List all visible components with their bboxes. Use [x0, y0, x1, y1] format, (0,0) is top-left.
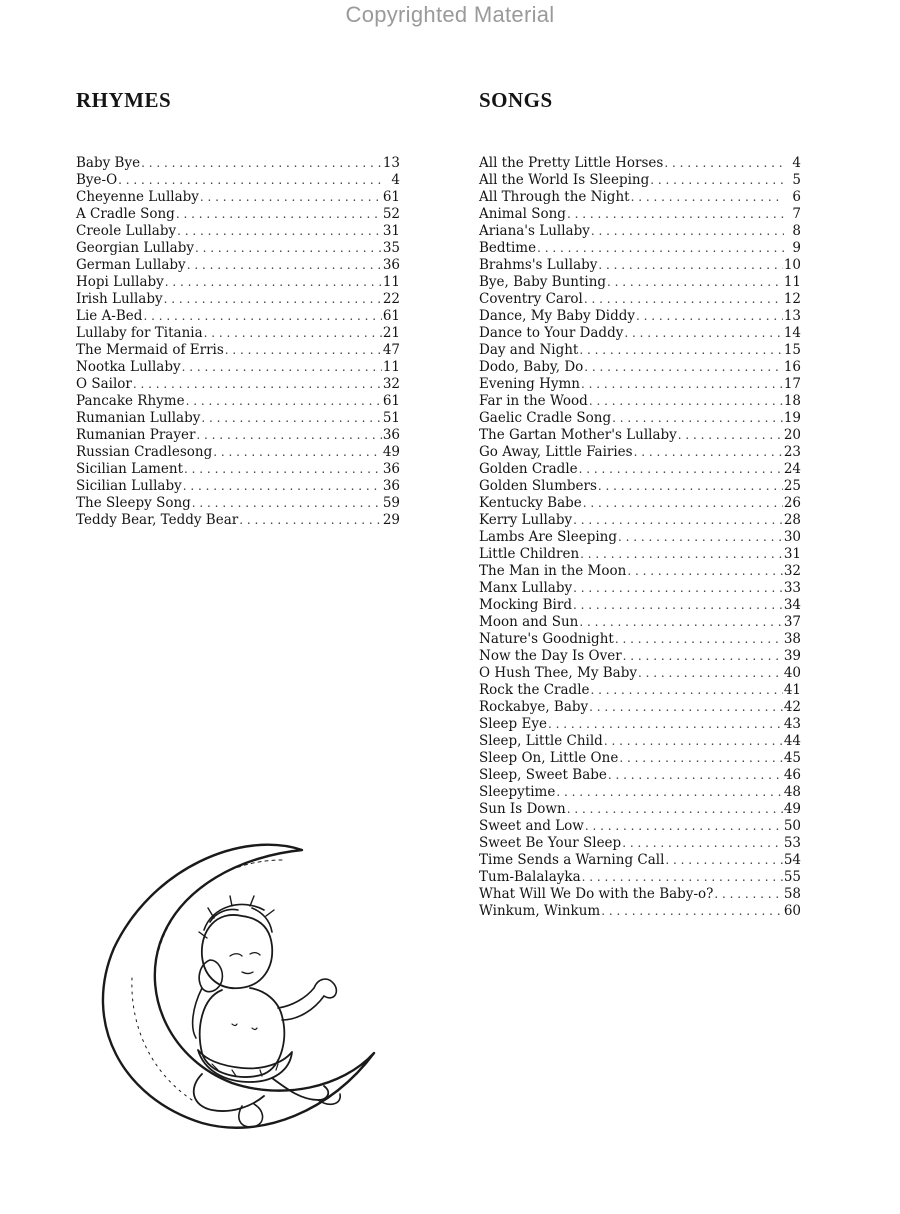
entry-page-number: 60	[783, 903, 801, 919]
toc-entry	[479, 750, 801, 767]
entry-page-number: 48	[783, 784, 801, 800]
entry-title: Gaelic Cradle Song	[479, 410, 612, 426]
dot-leader	[573, 597, 783, 614]
entry-title: Lie A-Bed	[76, 308, 143, 324]
dot-leader	[582, 869, 783, 886]
entry-page-number: 17	[783, 376, 801, 392]
toc-entry	[479, 427, 801, 444]
entry-page-number: 44	[783, 733, 801, 749]
entry-title: Golden Cradle	[479, 461, 578, 477]
entry-title: Kentucky Babe	[479, 495, 582, 511]
dot-leader	[619, 750, 783, 767]
entry-title: Coventry Carol	[479, 291, 583, 307]
entry-page-number: 36	[382, 427, 400, 443]
dot-leader	[584, 359, 783, 376]
entry-title: Sleepytime	[479, 784, 556, 800]
entry-title: Sicilian Lullaby	[76, 478, 182, 494]
dot-leader	[133, 376, 382, 393]
dot-leader	[183, 478, 382, 495]
entry-title: Mocking Bird	[479, 597, 572, 613]
baby-head	[202, 915, 272, 988]
entry-page-number: 59	[382, 495, 400, 511]
dot-leader	[537, 240, 784, 257]
entry-title: Dance to Your Daddy	[479, 325, 624, 341]
dot-leader	[591, 682, 783, 699]
entry-page-number: 33	[783, 580, 801, 596]
toc-entry	[76, 444, 400, 461]
entry-title: Georgian Lullaby	[76, 240, 194, 256]
toc-entry	[76, 223, 400, 240]
toc-entry	[479, 546, 801, 563]
toc-entry	[76, 410, 400, 427]
entry-page-number: 11	[382, 359, 400, 375]
entry-page-number: 4	[792, 155, 801, 171]
dot-leader	[567, 206, 784, 223]
toc-entry	[479, 852, 801, 869]
dot-leader	[664, 155, 784, 172]
entry-page-number: 52	[382, 206, 400, 222]
entry-title: Manx Lullaby	[479, 580, 573, 596]
crescent-moon-outline	[103, 845, 374, 1128]
entry-page-number: 14	[783, 325, 801, 341]
entry-title: Irish Lullaby	[76, 291, 163, 307]
entry-title: Hopi Lullaby	[76, 274, 164, 290]
dot-leader	[548, 716, 783, 733]
toc-entry	[76, 427, 400, 444]
entry-page-number: 41	[783, 682, 801, 698]
toc-entry	[479, 733, 801, 750]
entry-title: Cheyenne Lullaby	[76, 189, 199, 205]
entry-title: Lullaby for Titania	[76, 325, 203, 341]
copyright-watermark: Copyrighted Material	[345, 2, 555, 27]
entry-page-number: 37	[783, 614, 801, 630]
toc-entry	[479, 257, 801, 274]
toc-entry	[479, 580, 801, 597]
dot-leader	[714, 886, 782, 903]
toc-entry	[479, 223, 801, 240]
entry-title: Dodo, Baby, Do	[479, 359, 584, 375]
rhymes-list	[76, 155, 400, 529]
entry-title: All Through the Night	[479, 189, 630, 205]
toc-entry	[479, 648, 801, 665]
entry-title: Lambs Are Sleeping	[479, 529, 617, 545]
entry-page-number: 54	[783, 852, 801, 868]
toc-entry	[479, 410, 801, 427]
dot-leader	[196, 427, 381, 444]
entry-page-number: 28	[783, 512, 801, 528]
entry-page-number: 61	[382, 308, 400, 324]
entry-page-number: 26	[783, 495, 801, 511]
dot-leader	[176, 206, 382, 223]
entry-title: Teddy Bear, Teddy Bear	[76, 512, 239, 528]
entry-title: Rockabye, Baby	[479, 699, 589, 715]
entry-page-number: 25	[783, 478, 801, 494]
entry-title: O Sailor	[76, 376, 132, 392]
entry-page-number: 24	[783, 461, 801, 477]
entry-title: Day and Night	[479, 342, 579, 358]
dot-leader	[627, 563, 782, 580]
dot-leader	[201, 410, 381, 427]
entry-page-number: 53	[783, 835, 801, 851]
toc-entry	[479, 767, 801, 784]
dot-leader	[579, 461, 783, 478]
entry-page-number: 4	[391, 172, 400, 188]
toc-entry	[479, 818, 801, 835]
toc-entry	[76, 342, 400, 359]
dot-leader	[184, 461, 382, 478]
entry-title: The Gartan Mother's Lullaby	[479, 427, 677, 443]
dot-leader	[589, 393, 783, 410]
dot-leader	[556, 784, 782, 801]
entry-title: Sun Is Down	[479, 801, 566, 817]
toc-entry	[479, 835, 801, 852]
entry-title: The Mermaid of Erris	[76, 342, 224, 358]
entry-title: Evening Hymn	[479, 376, 581, 392]
toc-entry	[479, 342, 801, 359]
dot-leader	[143, 308, 381, 325]
dot-leader	[186, 393, 382, 410]
toc-entry	[479, 274, 801, 291]
toc-entry	[76, 325, 400, 342]
entry-page-number: 21	[382, 325, 400, 341]
dot-leader	[204, 325, 382, 342]
entry-title: Sweet and Low	[479, 818, 584, 834]
entry-title: Time Sends a Warning Call	[479, 852, 665, 868]
toc-entry	[479, 614, 801, 631]
entry-page-number: 31	[783, 546, 801, 562]
songs-heading: SONGS	[479, 88, 553, 112]
entry-page-number: 58	[783, 886, 801, 902]
entry-title: Bedtime	[479, 240, 537, 256]
toc-entry	[479, 189, 801, 206]
toc-entry	[479, 461, 801, 478]
entry-title: What Will We Do with the Baby-o?	[479, 886, 714, 902]
dot-leader	[584, 291, 783, 308]
entry-page-number: 51	[382, 410, 400, 426]
entry-page-number: 15	[783, 342, 801, 358]
entry-page-number: 34	[783, 597, 801, 613]
dot-leader	[192, 495, 382, 512]
dot-leader	[598, 478, 783, 495]
entry-page-number: 31	[382, 223, 400, 239]
entry-title: Golden Slumbers	[479, 478, 597, 494]
dot-leader	[567, 801, 783, 818]
entry-title: Sleep Eye	[479, 716, 547, 732]
entry-title: Sleep On, Little One	[479, 750, 619, 766]
dot-leader	[141, 155, 382, 172]
toc-entry	[479, 172, 801, 189]
toc-entry	[76, 172, 400, 189]
entry-title: Animal Song	[479, 206, 566, 222]
entry-page-number: 39	[783, 648, 801, 664]
toc-entry	[76, 512, 400, 529]
entry-title: Sicilian Lament	[76, 461, 184, 477]
toc-entry	[479, 801, 801, 818]
toc-entry	[479, 597, 801, 614]
toc-entry	[76, 376, 400, 393]
toc-entry	[479, 682, 801, 699]
dot-leader	[213, 444, 382, 461]
toc-entry	[76, 478, 400, 495]
toc-entry	[479, 869, 801, 886]
entry-page-number: 9	[792, 240, 801, 256]
toc-entry	[479, 665, 801, 682]
dot-leader	[118, 172, 383, 189]
entry-title: All the Pretty Little Horses	[479, 155, 664, 171]
toc-entry	[479, 478, 801, 495]
toc-entry	[76, 291, 400, 308]
dot-leader	[598, 257, 782, 274]
toc-entry	[479, 716, 801, 733]
entry-title: Brahms's Lullaby	[479, 257, 598, 273]
entry-page-number: 40	[783, 665, 801, 681]
toc-entry	[479, 155, 801, 172]
dot-leader	[164, 291, 382, 308]
toc-entry	[76, 155, 400, 172]
dot-leader	[177, 223, 382, 240]
entry-page-number: 45	[783, 750, 801, 766]
entry-page-number: 38	[783, 631, 801, 647]
entry-page-number: 32	[382, 376, 400, 392]
entry-title: Moon and Sun	[479, 614, 579, 630]
entry-title: Creole Lullaby	[76, 223, 177, 239]
entry-title: Little Children	[479, 546, 580, 562]
entry-title: Winkum, Winkum	[479, 903, 601, 919]
dot-leader	[608, 767, 783, 784]
entry-title: Rumanian Lullaby	[76, 410, 201, 426]
entry-page-number: 8	[792, 223, 801, 239]
entry-title: A Cradle Song	[76, 206, 175, 222]
dot-leader	[615, 631, 783, 648]
entry-title: The Man in the Moon	[479, 563, 627, 579]
dot-leader	[579, 342, 782, 359]
toc-entry	[479, 206, 801, 223]
dot-leader	[665, 852, 782, 869]
dot-leader	[624, 325, 782, 342]
dot-leader	[638, 665, 783, 682]
toc-entry	[76, 393, 400, 410]
entry-title: Nature's Goodnight	[479, 631, 614, 647]
toc-entry	[76, 189, 400, 206]
dot-leader	[225, 342, 382, 359]
dot-leader	[612, 410, 783, 427]
entry-page-number: 13	[783, 308, 801, 324]
entry-page-number: 5	[792, 172, 801, 188]
dot-leader	[583, 495, 783, 512]
dot-leader	[634, 444, 783, 461]
dot-leader	[618, 529, 783, 546]
entry-title: Ariana's Lullaby	[479, 223, 590, 239]
toc-entry	[479, 903, 801, 920]
entry-title: Rock the Cradle	[479, 682, 590, 698]
entry-title: Bye, Baby Bunting	[479, 274, 607, 290]
entry-title: Nootka Lullaby	[76, 359, 181, 375]
entry-page-number: 55	[783, 869, 801, 885]
toc-entry	[479, 444, 801, 461]
baby-on-crescent-moon-icon	[92, 838, 382, 1138]
toc-entry	[479, 631, 801, 648]
toc-entry	[76, 206, 400, 223]
entry-page-number: 47	[382, 342, 400, 358]
entry-page-number: 36	[382, 478, 400, 494]
entry-title: Sleep, Sweet Babe	[479, 767, 607, 783]
toc-entry	[479, 784, 801, 801]
entry-title: Tum-Balalayka	[479, 869, 581, 885]
entry-page-number: 61	[382, 393, 400, 409]
entry-title: Baby Bye	[76, 155, 141, 171]
dot-leader	[573, 512, 783, 529]
entry-title: Dance, My Baby Diddy	[479, 308, 636, 324]
entry-page-number: 35	[382, 240, 400, 256]
toc-entry	[479, 325, 801, 342]
entry-title: Now the Day Is Over	[479, 648, 622, 664]
entry-title: All the World Is Sleeping	[479, 172, 650, 188]
dot-leader	[650, 172, 784, 189]
entry-page-number: 7	[792, 206, 801, 222]
dot-leader	[623, 648, 783, 665]
entry-page-number: 20	[783, 427, 801, 443]
toc-entry	[76, 240, 400, 257]
dot-leader	[195, 240, 382, 257]
rhymes-heading: RHYMES	[76, 88, 172, 112]
entry-page-number: 36	[382, 257, 400, 273]
entry-page-number: 16	[783, 359, 801, 375]
entry-page-number: 49	[382, 444, 400, 460]
entry-page-number: 22	[382, 291, 400, 307]
entry-page-number: 29	[382, 512, 400, 528]
toc-entry	[479, 376, 801, 393]
dot-leader	[581, 376, 783, 393]
entry-page-number: 13	[382, 155, 400, 171]
dot-leader	[631, 189, 784, 206]
toc-entry	[76, 257, 400, 274]
entry-page-number: 30	[783, 529, 801, 545]
toc-entry	[479, 529, 801, 546]
entry-title: Rumanian Prayer	[76, 427, 196, 443]
dot-leader	[187, 257, 382, 274]
entry-title: O Hush Thee, My Baby	[479, 665, 637, 681]
entry-page-number: 11	[783, 274, 801, 290]
entry-title: Go Away, Little Fairies	[479, 444, 633, 460]
entry-page-number: 10	[783, 257, 801, 273]
dot-leader	[573, 580, 783, 597]
dot-leader	[591, 223, 784, 240]
toc-entry	[479, 495, 801, 512]
dot-leader	[580, 546, 783, 563]
toc-entry	[479, 308, 801, 325]
entry-title: Kerry Lullaby	[479, 512, 573, 528]
entry-title: German Lullaby	[76, 257, 186, 273]
entry-title: The Sleepy Song	[76, 495, 191, 511]
dot-leader	[604, 733, 783, 750]
entry-page-number: 19	[783, 410, 801, 426]
entry-page-number: 18	[783, 393, 801, 409]
toc-entry	[479, 512, 801, 529]
dot-leader	[239, 512, 382, 529]
entry-page-number: 42	[783, 699, 801, 715]
entry-page-number: 12	[783, 291, 801, 307]
entry-page-number: 23	[783, 444, 801, 460]
toc-entry	[479, 291, 801, 308]
dot-leader	[589, 699, 783, 716]
toc-entry	[479, 359, 801, 376]
toc-entry	[479, 393, 801, 410]
entry-page-number: 49	[783, 801, 801, 817]
entry-page-number: 6	[792, 189, 801, 205]
dot-leader	[200, 189, 382, 206]
entry-title: Sweet Be Your Sleep	[479, 835, 622, 851]
dot-leader	[622, 835, 783, 852]
dot-leader	[607, 274, 783, 291]
toc-entry	[76, 274, 400, 291]
entry-page-number: 11	[382, 274, 400, 290]
dot-leader	[678, 427, 783, 444]
toc-entry	[479, 563, 801, 580]
entry-title: Pancake Rhyme	[76, 393, 185, 409]
entry-page-number: 46	[783, 767, 801, 783]
songs-list	[479, 155, 801, 920]
toc-entry	[76, 495, 400, 512]
toc-entry	[76, 308, 400, 325]
entry-title: Far in the Wood	[479, 393, 588, 409]
toc-entry	[76, 461, 400, 478]
dot-leader	[636, 308, 783, 325]
entry-title: Sleep, Little Child	[479, 733, 603, 749]
dot-leader	[165, 274, 382, 291]
dot-leader	[182, 359, 382, 376]
entry-page-number: 43	[783, 716, 801, 732]
dot-leader	[585, 818, 783, 835]
dot-leader	[579, 614, 782, 631]
entry-page-number: 36	[382, 461, 400, 477]
dot-leader	[601, 903, 783, 920]
entry-page-number: 50	[783, 818, 801, 834]
entry-page-number: 32	[783, 563, 801, 579]
entry-page-number: 61	[382, 189, 400, 205]
toc-entry	[479, 699, 801, 716]
toc-entry	[479, 240, 801, 257]
toc-entry	[479, 886, 801, 903]
entry-title: Russian Cradlesong	[76, 444, 213, 460]
toc-entry	[76, 359, 400, 376]
entry-title: Bye-O	[76, 172, 118, 188]
